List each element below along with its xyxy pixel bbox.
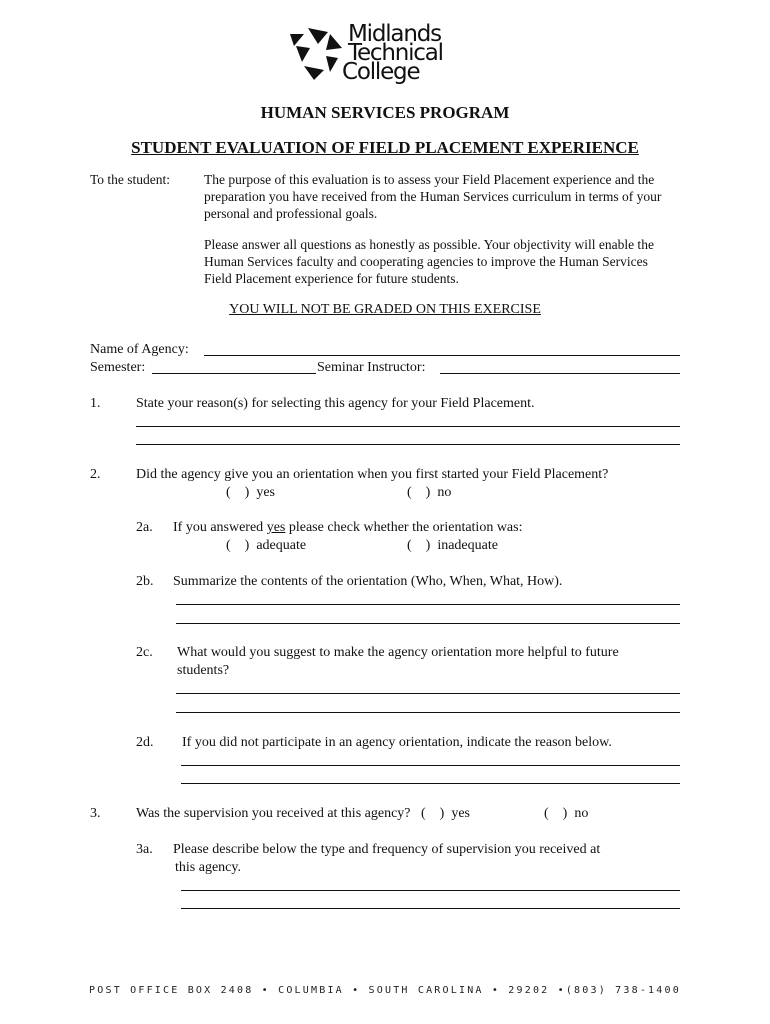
form-title: STUDENT EVALUATION OF FIELD PLACEMENT EXPERIENCE	[131, 138, 639, 157]
q2-no-option[interactable]: ( ) no	[407, 485, 452, 500]
q2a-emphasis: yes	[266, 520, 286, 535]
q3a-number: 3a.	[136, 842, 153, 857]
q2c-number: 2c.	[136, 645, 153, 660]
q1-answer-line[interactable]	[136, 444, 680, 445]
q2-yes-option[interactable]: ( ) yes	[226, 485, 275, 500]
instructor-field[interactable]	[440, 373, 680, 374]
q2a-suffix: please check whether the orientation was:	[285, 520, 523, 535]
intro-p1-line: preparation you have received from the Human Services curriculum in terms of your	[204, 189, 662, 204]
college-logo	[286, 22, 456, 86]
footer-address: POST OFFICE BOX 2408 • COLUMBIA • SOUTH CAROLINA • 29202 •(803) 738-1400	[89, 985, 681, 996]
q2-text: Did the agency give you an orientation when you first started your Field Placement?	[136, 467, 609, 482]
agency-field[interactable]	[204, 355, 680, 356]
q2a-text	[173, 519, 522, 537]
intro-label: To the student:	[90, 172, 171, 187]
q3a-text-line-2: this agency.	[175, 860, 241, 875]
q3a-answer-line[interactable]	[181, 890, 680, 891]
intro-p2-line: Please answer all questions as honestly as possible. Your objectivity will enable the	[204, 237, 654, 252]
intro-p2-line: Human Services faculty and cooperating agencies to improve the Human Services	[204, 254, 648, 269]
q2b-text: Summarize the contents of the orientation (Who, When, What, How).	[173, 574, 563, 589]
agency-label: Name of Agency:	[90, 342, 189, 357]
q2d-number: 2d.	[136, 735, 154, 750]
intro-paragraph-1	[204, 171, 661, 222]
q2-number: 2.	[90, 467, 101, 482]
q3a-answer-line[interactable]	[181, 908, 680, 909]
q2d-answer-line[interactable]	[181, 765, 680, 766]
program-heading: HUMAN SERVICES PROGRAM	[260, 103, 510, 122]
q1-answer-line[interactable]	[136, 426, 680, 427]
logo-line-1: Midlands	[348, 21, 441, 47]
q3a-text-line-1: Please describe below the type and frequency of supervision you received at	[173, 842, 601, 857]
intro-p1-line: personal and professional goals.	[204, 206, 378, 221]
q2a-prefix: If you answered	[173, 520, 267, 535]
q3-number: 3.	[90, 806, 101, 821]
q1-text: State your reason(s) for selecting this agency for your Field Placement.	[136, 396, 535, 411]
grading-notice: YOU WILL NOT BE GRADED ON THIS EXERCISE	[229, 302, 541, 317]
intro-p2-line: Field Placement experience for future students.	[204, 271, 459, 286]
semester-label: Semester:	[90, 360, 146, 375]
q2c-text-line-2: students?	[177, 663, 230, 678]
intro-p1-line: The purpose of this evaluation is to assess your Field Placement experience and the	[204, 172, 655, 187]
q1-number: 1.	[90, 396, 101, 411]
star-logo-icon	[286, 26, 346, 82]
q2c-answer-line[interactable]	[176, 693, 680, 694]
semester-field[interactable]	[152, 373, 316, 374]
logo-line-3: College	[342, 59, 420, 85]
q2d-answer-line[interactable]	[181, 783, 680, 784]
q2b-answer-line[interactable]	[176, 623, 680, 624]
q2a-adequate-option[interactable]: ( ) adequate	[226, 538, 307, 553]
instructor-label: Seminar Instructor:	[317, 360, 426, 375]
intro-paragraph-2	[204, 236, 654, 287]
q2c-answer-line[interactable]	[176, 712, 680, 713]
q2c-text-line-1: What would you suggest to make the agency orientation more helpful to future	[177, 645, 619, 660]
q2b-number: 2b.	[136, 574, 154, 589]
q2d-text: If you did not participate in an agency orientation, indicate the reason below.	[182, 735, 612, 750]
q2b-answer-line[interactable]	[176, 604, 680, 605]
q2a-inadequate-option[interactable]: ( ) inadequate	[407, 538, 498, 553]
logo-line-2: Technical	[348, 40, 443, 66]
q3-text: Was the supervision you received at this agency? ( ) yes	[136, 806, 470, 821]
q3-no-option[interactable]: ( ) no	[544, 806, 589, 821]
q2a-number: 2a.	[136, 520, 153, 535]
